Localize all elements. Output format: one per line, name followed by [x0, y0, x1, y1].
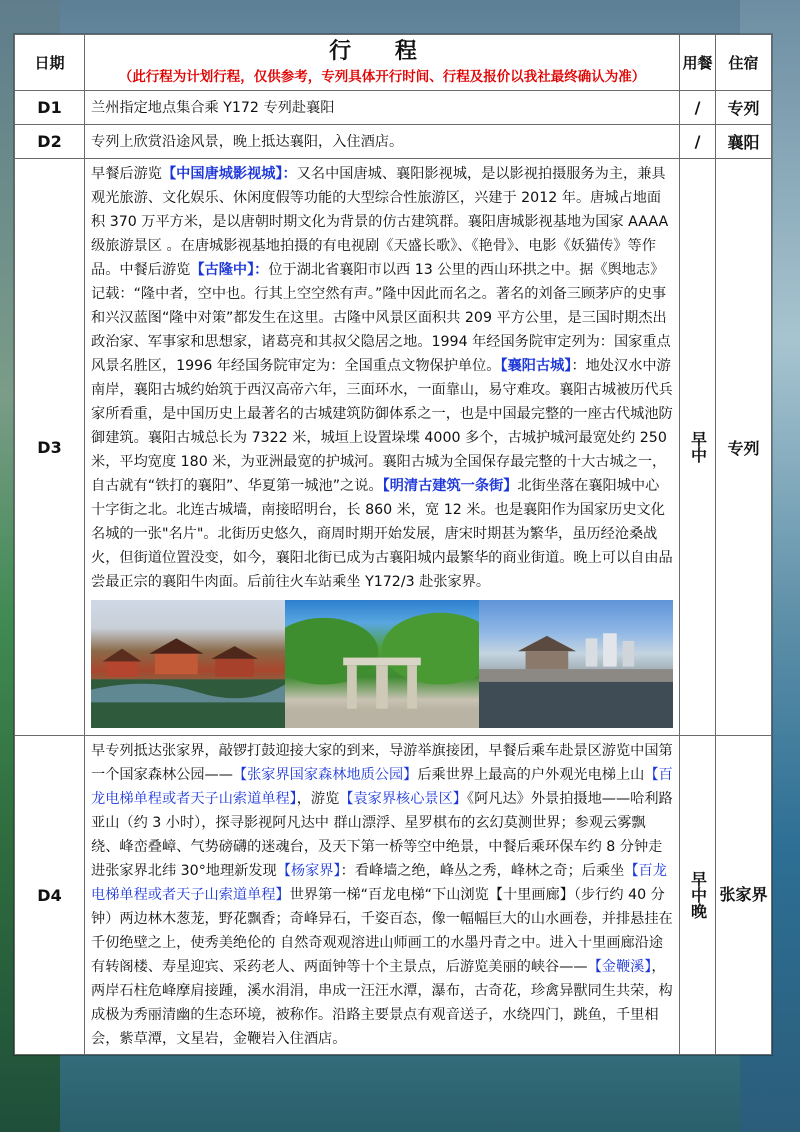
day-label: D3 — [15, 159, 85, 736]
tang-city-photo — [91, 600, 285, 728]
attraction-name: 【襄阳古城】 — [500, 358, 572, 374]
day-description — [85, 736, 680, 1055]
attraction-name: 【百龙电梯单程或者天子山索道单程】 — [91, 767, 673, 807]
text-run: ，两岸石柱危峰摩肩接踵，溪水涓涓，串成一汪汪水潭，瀑布，古奇花，珍禽异獸同生共荣，构成极为秀丽清幽的生态环境，被称作。沿路主要景点有观音送子，水绕四门，跳鱼，千里相会，紫草潭，文星岩，金鞭岩入住酒店。 — [91, 959, 673, 1047]
day-label: D1 — [15, 91, 85, 125]
day-description: 兰州指定地点集合乘 Y172 专列赴襄阳 — [85, 91, 680, 125]
text-run: 《阿凡达》外景拍摄地——哈利路亚山（约 3 小时），探寻影视阿凡达中 群山漂浮、星罗棋布的玄幻莫测世界；参观云雾飘绕、峰峦叠嶂、气势磅礴的迷魂台，及天下第一桥等空中绝景，中餐后乘环保车约 8 分钟走进张家界北纬 30°地理新发现 — [91, 791, 673, 879]
stay-value: 专列 — [716, 91, 772, 125]
text-run: 位于湖北省襄阳市以西 13 公里的西山环拱之中。据《舆地志》记载：“隆中者，空中也。行其上空空然有声。”隆中因此而名之。著名的刘备三顾茅庐的史事和兴汉蓝图“隆中对策”都发生在这里。古隆中风景区面积共 209 平方公里，是三国时期杰出政治家、军事家和思想家，诸葛亮和其叔父隐居之地。1994 年经国务院审定列为：国家重点风景名胜区，1996 年经国务院审定为：全国重点文物保护单位。 — [91, 262, 671, 374]
attraction-name: 【张家界国家森林地质公园】 — [232, 767, 418, 783]
page-title: 行 程 — [329, 38, 435, 64]
title-cell — [85, 35, 680, 91]
meal-value: / — [680, 125, 716, 159]
day-label: D4 — [15, 736, 85, 1055]
attraction-name: 【袁家界核心景区】 — [339, 791, 467, 807]
stay-value: 张家界 — [716, 736, 772, 1055]
meal-value: 早中晚 — [680, 736, 716, 1055]
attraction-name: 【杨家界】 — [276, 863, 341, 879]
text-run: 世界第一梯“百龙电梯“下山浏览【十里画廊】（步行约 40 分钟）两边林木葱茏，野花飘香；奇峰异石，千姿百态，像一幅幅巨大的山水画卷，并排悬挂在千仞绝壁之上，使秀美绝伦的 自然奇观观溶进山师画工的水墨丹青之中。进入十里画廊沿途有转阁楼、寿星迎宾、采药老人、两面钟等十个主景点，后游览美丽的峡谷—— — [91, 887, 673, 975]
xiangyang-city-wall-photo — [479, 600, 673, 728]
stay-value: 专列 — [716, 159, 772, 736]
day-row-d3 — [15, 159, 772, 736]
text-run: 后乘世界上最高的户外观光电梯上山 — [417, 767, 645, 783]
stay-value: 襄阳 — [716, 125, 772, 159]
meal-value: 早中 — [680, 159, 716, 736]
day-description — [85, 159, 680, 736]
itinerary-sheet — [14, 34, 772, 1055]
day-row-d4 — [15, 736, 772, 1055]
meal-header: 用餐 — [680, 35, 716, 91]
day-label: D2 — [15, 125, 85, 159]
text-run: ：看峰墙之绝，峰丛之秀，峰林之奇；后乘坐 — [340, 863, 625, 879]
longzhong-gate-photo — [285, 600, 479, 728]
day-row-d1 — [15, 91, 772, 125]
attraction-name: 【金鞭溪】 — [587, 959, 652, 975]
day-row-d2 — [15, 125, 772, 159]
photo-strip — [91, 600, 673, 728]
text-run: 北街坐落在襄阳城中心十字街之北。北连古城墙，南接昭明台，长 860 米，宽 12 米。也是襄阳作为国家历史文化名城的一张"名片"。北街历史悠久，商周时期开始发展，唐宋时期甚为繁华，虽历经沧桑战火，但街道位置没变，如今，襄阳北街已成为古襄阳城内最繁华的商业街道。晚上可以自由品尝最正宗的襄阳牛肉面。后前往火车站乘坐 Y172/3 赴张家界。 — [91, 478, 673, 590]
text-run: ：地处汉水中游南岸，襄阳古城约始筑于西汉高帝六年，三面环水，一面靠山，易守难攻。襄阳古城被历代兵家所看重，是中国历史上最著名的古城建筑防御体系之一，也是中国最完整的一座古代城池防御建筑。襄阳古城总长为 7322 米，城垣上设置垛堞 4000 多个，古城护城河最宽处约 250 米，平均宽度 180 米，为亚洲最宽的护城河。襄阳古城为全国保存最完整的十大古城之一，自古就有“铁打的襄阳”、华夏第一城池”之说。 — [91, 358, 673, 494]
text-run: 早专列抵达张家界，敲锣打鼓迎接大家的到来，导游举旗接团，早餐后乘车赴景区游览中国第一个国家森林公园—— — [91, 743, 673, 783]
attraction-name: 【中国唐城影视城】： — [161, 166, 297, 182]
text-run: 又名中国唐城、襄阳影视城，是以影视拍摄服务为主，兼具观光旅游、文化娱乐、休闲度假等功能的大型综合性旅游区，兴建于 2012 年。唐城占地面积 370 万平方米，是以唐朝时期文化为背景的仿古建筑群。襄阳唐城影视基地为国家 AAAA 级旅游景区 。在唐城影视基地拍摄的有电视剧《天盛长歌》、《艳骨》、电影《妖猫传》等作品。中餐后游览 — [91, 166, 669, 278]
text-run: 早餐后游览 — [91, 166, 162, 182]
date-header: 日期 — [15, 35, 85, 91]
header-row — [15, 35, 772, 91]
disclaimer-note: （此行程为计划行程，仅供参考，专列具体开行时间、行程及报价以我社最终确认为准） — [118, 68, 646, 85]
stay-header: 住宿 — [716, 35, 772, 91]
day-description: 专列上欣赏沿途风景，晚上抵达襄阳，入住酒店。 — [85, 125, 680, 159]
text-run: ，游览 — [296, 791, 340, 807]
attraction-name: 【百龙电梯单程或者天子山索道单程】 — [91, 863, 667, 903]
attraction-name: 【古隆中】： — [190, 262, 269, 278]
meal-value: / — [680, 91, 716, 125]
itinerary-table — [14, 34, 772, 1055]
attraction-name: 【明清古建筑一条街】 — [382, 478, 518, 494]
